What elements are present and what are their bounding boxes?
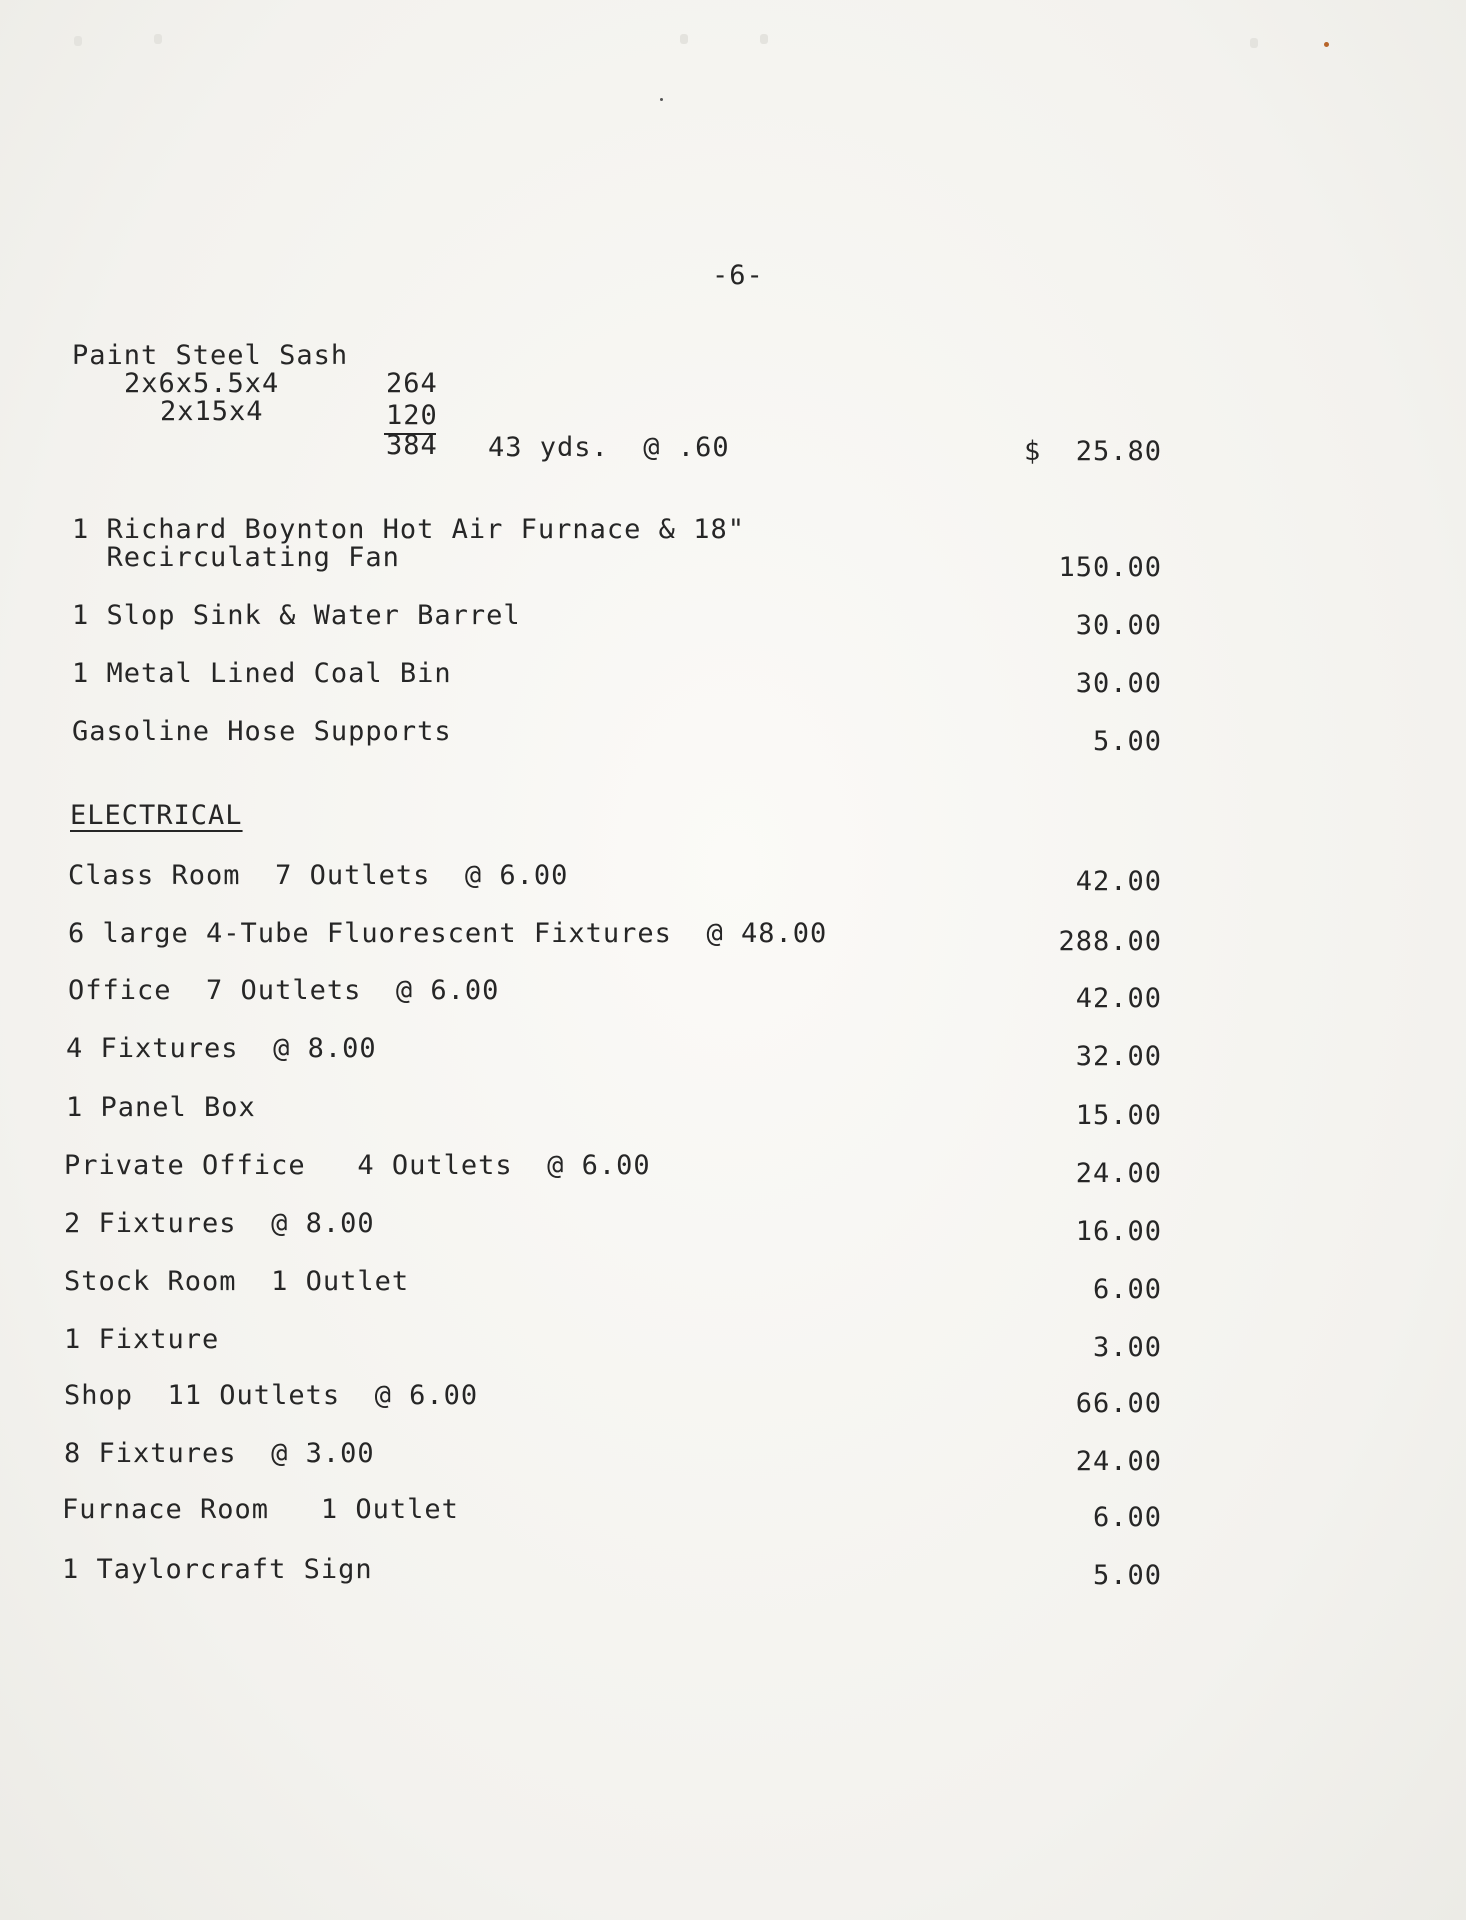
punch-hole-mark xyxy=(680,34,688,44)
item-sink-amount: 30.00 xyxy=(1075,610,1162,641)
dollar-sign: $ xyxy=(1024,436,1042,467)
item-hose-label: Gasoline Hose Supports xyxy=(72,716,452,747)
electrical-row-label: 2 Fixtures @ 8.00 xyxy=(64,1208,375,1239)
electrical-heading: ELECTRICAL xyxy=(70,800,243,831)
electrical-row-label: Private Office 4 Outlets @ 6.00 xyxy=(64,1150,651,1181)
punch-hole-mark xyxy=(1250,38,1258,48)
paint-title: Paint Steel Sash xyxy=(72,340,349,371)
electrical-row-label: 6 large 4-Tube Fluorescent Fixtures @ 48.00 xyxy=(68,918,828,949)
paint-rate: 43 yds. @ .60 xyxy=(488,432,730,463)
item-coal-bin-amount: 30.00 xyxy=(1075,668,1162,699)
punch-hole-mark xyxy=(760,34,768,44)
punch-hole-mark xyxy=(154,34,162,44)
electrical-row-amount: 6.00 xyxy=(1092,1274,1162,1305)
electrical-row-label: 1 Panel Box xyxy=(66,1092,256,1123)
electrical-row-label: 8 Fixtures @ 3.00 xyxy=(64,1438,375,1469)
paint-total: 384 xyxy=(386,430,438,461)
electrical-row-label: 4 Fixtures @ 8.00 xyxy=(66,1033,377,1064)
electrical-row-label: Shop 11 Outlets @ 6.00 xyxy=(64,1380,479,1411)
electrical-row-amount: 288.00 xyxy=(1058,926,1162,957)
electrical-row-amount: 42.00 xyxy=(1075,983,1162,1014)
electrical-row-label: Furnace Room 1 Outlet xyxy=(62,1494,459,1525)
electrical-row-label: 1 Fixture xyxy=(64,1324,220,1355)
paint-amount: 25.80 xyxy=(1075,436,1162,467)
electrical-row-amount: 15.00 xyxy=(1075,1100,1162,1131)
electrical-row-amount: 24.00 xyxy=(1075,1446,1162,1477)
stain-speck xyxy=(1324,42,1329,47)
paint-calc-1: 2x6x5.5x4 xyxy=(124,368,280,399)
paint-number-1: 264 xyxy=(386,368,438,399)
electrical-row-amount: 66.00 xyxy=(1075,1388,1162,1419)
item-sink-label: 1 Slop Sink & Water Barrel xyxy=(72,600,521,631)
item-coal-bin-label: 1 Metal Lined Coal Bin xyxy=(72,658,452,689)
page-number: -6- xyxy=(712,260,764,291)
electrical-row-label: Class Room 7 Outlets @ 6.00 xyxy=(68,860,569,891)
ink-dot xyxy=(660,98,663,101)
punch-hole-mark xyxy=(74,36,82,46)
item-hose-amount: 5.00 xyxy=(1092,726,1162,757)
electrical-row-amount: 24.00 xyxy=(1075,1158,1162,1189)
item-furnace-line1: 1 Richard Boynton Hot Air Furnace & 18" xyxy=(72,514,745,545)
electrical-row-amount: 42.00 xyxy=(1075,866,1162,897)
electrical-row-amount: 16.00 xyxy=(1075,1216,1162,1247)
electrical-row-label: Stock Room 1 Outlet xyxy=(64,1266,410,1297)
item-furnace-amount: 150.00 xyxy=(1058,552,1162,583)
paint-number-2: 120 xyxy=(386,400,438,431)
item-furnace-line2: Recirculating Fan xyxy=(72,542,400,573)
electrical-row-amount: 6.00 xyxy=(1092,1502,1162,1533)
paint-calc-2: 2x15x4 xyxy=(160,396,264,427)
electrical-row-amount: 32.00 xyxy=(1075,1041,1162,1072)
electrical-row-label: Office 7 Outlets @ 6.00 xyxy=(68,975,500,1006)
electrical-row-amount: 5.00 xyxy=(1092,1560,1162,1591)
electrical-row-label: 1 Taylorcraft Sign xyxy=(62,1554,373,1585)
electrical-row-amount: 3.00 xyxy=(1092,1332,1162,1363)
